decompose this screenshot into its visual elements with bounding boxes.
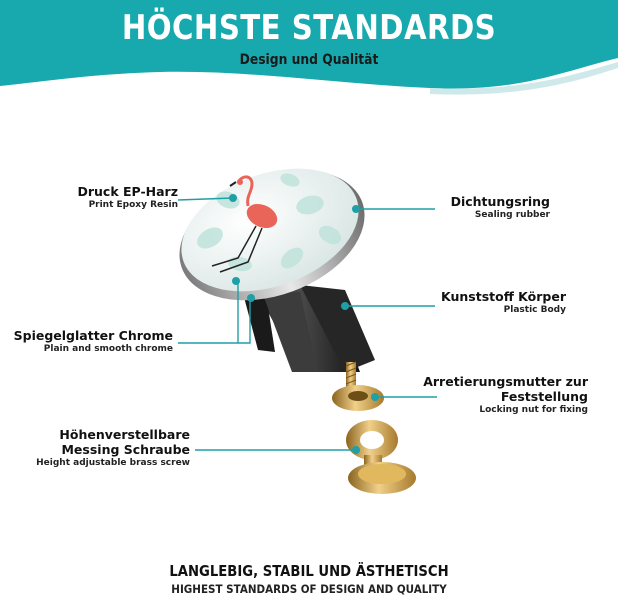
callout-screw bbox=[8, 427, 190, 469]
callout-chrome bbox=[10, 328, 173, 355]
callout-chrome-title: Spiegelglatter Chrome bbox=[13, 328, 173, 343]
callout-resin-subtitle: Print Epoxy Resin bbox=[88, 200, 178, 210]
callout-dot-screw bbox=[352, 446, 360, 454]
callout-resin-title: Druck EP-Harz bbox=[77, 184, 178, 199]
callout-nut bbox=[420, 374, 588, 416]
callout-body-title: Kunststoff Körper bbox=[441, 289, 566, 304]
header-subtitle: Design und Qualität bbox=[239, 52, 379, 68]
callout-screw-subtitle: Height adjustable brass screw bbox=[36, 458, 190, 468]
callout-chrome-subtitle: Plain and smooth chrome bbox=[43, 344, 173, 354]
callout-resin bbox=[30, 184, 178, 211]
callout-dot-nut bbox=[371, 393, 379, 401]
footer-subline: HIGHEST STANDARDS OF DESIGN AND QUALITY bbox=[171, 582, 447, 596]
footer-headline: LANGLEBIG, STABIL UND ÄSTHETISCH bbox=[169, 562, 449, 580]
callout-dot-seal bbox=[352, 205, 360, 213]
callout-screw-title-line1: Höhenverstellbare bbox=[59, 427, 190, 442]
callout-nut-subtitle: Locking nut for fixing bbox=[479, 405, 588, 415]
header-title: HÖCHSTE STANDARDS bbox=[121, 8, 497, 48]
callout-body bbox=[420, 289, 566, 316]
brass-screw bbox=[332, 362, 416, 494]
callout-screw-title-line2: Messing Schraube bbox=[61, 442, 190, 457]
callout-seal bbox=[420, 194, 550, 221]
callout-seal-subtitle: Sealing rubber bbox=[474, 210, 550, 220]
callout-nut-title-line2: Feststellung bbox=[500, 389, 588, 404]
callout-seal-title: Dichtungsring bbox=[450, 194, 550, 209]
callout-dot-body bbox=[341, 302, 349, 310]
callout-dot-resin bbox=[229, 194, 237, 202]
callout-body-subtitle: Plastic Body bbox=[503, 305, 566, 315]
callout-nut-title-line1: Arretierungsmutter zur bbox=[423, 374, 588, 389]
callout-dot-chrome-2 bbox=[247, 294, 255, 302]
callout-dot-chrome-1 bbox=[232, 277, 240, 285]
